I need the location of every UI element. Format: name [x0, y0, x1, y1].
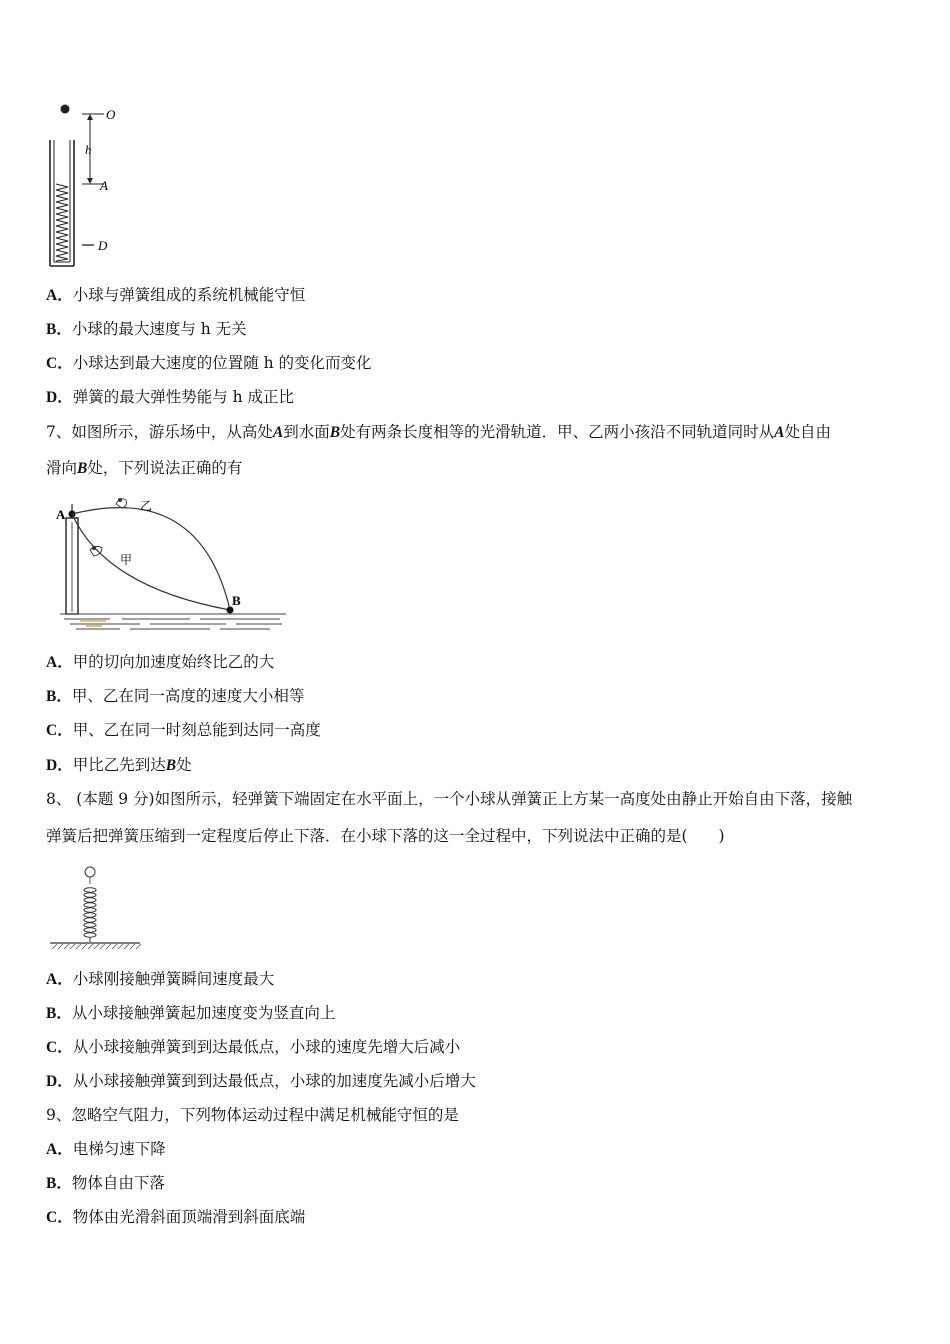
ball-spring-figure: [48, 862, 144, 954]
fig1-label-o: O: [106, 107, 116, 122]
q9-option-c: C．物体由光滑斜面顶端滑到斜面底端: [46, 1208, 306, 1226]
q8-option-b: B．从小球接触弹簧起加速度变为竖直向上: [46, 1004, 336, 1022]
q6-option-a: A．小球与弹簧组成的系统机械能守恒: [46, 286, 306, 304]
q9-option-a: A．电梯匀速下降: [46, 1140, 166, 1158]
q6-option-b: B．小球的最大速度与 h 无关: [46, 320, 247, 338]
slide-track-figure: [50, 492, 290, 638]
fig2-label-jia: 甲: [120, 553, 133, 567]
fig2-label-yi: 乙: [140, 499, 153, 513]
q7-stem-line1: 7、如图所示，游乐场中，从高处A到水面B处有两条长度相等的光滑轨道．甲、乙两小孩沿不同轨道同时从A处自由: [46, 423, 831, 441]
fig1-label-d: D: [98, 238, 108, 253]
ground-hatch: [52, 944, 141, 949]
water-highlight: [80, 621, 106, 626]
q8-stem-line2: 弹簧后把弹簧压缩到一定程度后停止下落．在小球下落的这一全过程中，下列说法中正确的是( ): [46, 827, 725, 845]
fig2-label-a: A: [56, 507, 66, 522]
q6-option-c: C．小球达到最大速度的位置随 h 的变化而变化: [46, 354, 372, 372]
ball-shape: [61, 105, 70, 114]
track-yi: [72, 508, 230, 610]
q7-option-d: D．甲比乙先到达B处: [46, 756, 192, 774]
spring-coil-2: [84, 888, 96, 937]
q7-option-a: A．甲的切向加速度始终比乙的大: [46, 653, 275, 671]
fig1-label-a: A: [100, 178, 108, 193]
q8-stem-line1: 8、 (本题 9 分)如图所示，轻弹簧下端固定在水平面上，一个小球从弹簧正上方某一高度处由静止开始自由下落，接触: [46, 790, 853, 808]
track-jia: [72, 514, 230, 610]
q7-option-b: B．甲、乙在同一高度的速度大小相等: [46, 687, 305, 705]
fig2-label-b: B: [232, 593, 241, 608]
child-yi-icon: [116, 498, 127, 508]
tube-spring-figure: [44, 100, 124, 272]
q8-option-d: D．从小球接触弹簧到到达最低点，小球的加速度先减小后增大: [46, 1072, 476, 1090]
q7-stem-line2: 滑向B处，下列说法正确的有: [46, 459, 243, 477]
q7-option-c: C．甲、乙在同一时刻总能到达同一高度: [46, 721, 321, 739]
q9-stem: 9、忽略空气阻力，下列物体运动过程中满足机械能守恒的是: [46, 1106, 459, 1124]
child-jia-icon: [90, 546, 102, 556]
spring-coil: [56, 184, 68, 261]
q9-option-b: B．物体自由下落: [46, 1174, 165, 1192]
q6-option-d: D．弹簧的最大弹性势能与 h 成正比: [46, 388, 295, 406]
fig1-label-h: h: [85, 142, 92, 157]
q8-option-c: C．从小球接触弹簧到到达最低点，小球的速度先增大后减小: [46, 1038, 461, 1056]
q8-option-a: A．小球刚接触弹簧瞬间速度最大: [46, 970, 275, 988]
ball-shape-2: [85, 867, 95, 877]
